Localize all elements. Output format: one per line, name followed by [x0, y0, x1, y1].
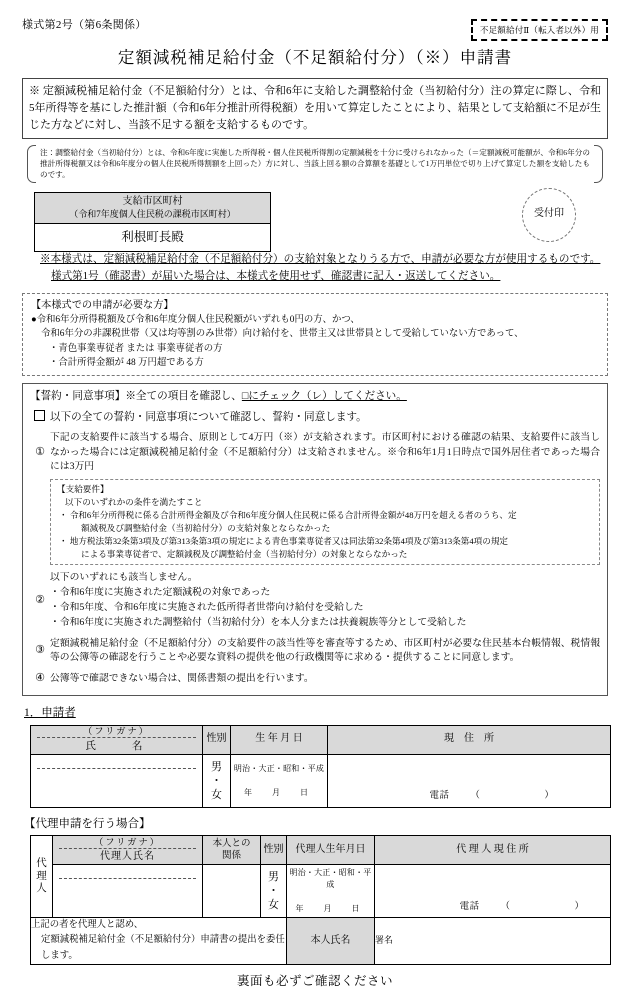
pledge-item-2-number: ② — [35, 594, 45, 607]
agent-table-input-row — [31, 865, 611, 918]
eligibility-heading: 【本様式での申請が必要な方】 — [31, 299, 174, 311]
pledge-item-4-text: 公簿等で確認できない場合は、関係書類の提出を行います。 — [50, 672, 314, 684]
applicant-telephone-parens: （ ） — [470, 790, 563, 801]
lead-instructions — [22, 252, 608, 286]
applicant-section-label: 1．申請者 — [24, 707, 76, 720]
applicant-address-header: 現 住 所 — [328, 725, 611, 754]
applicant-address-input[interactable] — [328, 754, 611, 807]
pledge-agree-row[interactable] — [30, 410, 600, 425]
requirements-heading: 【支給要件】 — [57, 484, 109, 495]
usage-type-tag: 不足額給付Ⅱ（転入者以外）用 — [471, 19, 608, 41]
agent-ymd-label: 年 月 日 — [295, 904, 366, 914]
agent-relation-line-1: 本人との — [212, 839, 251, 850]
requirements-bullet-2-line-1: ・ 地方税法第32条第3項及び第313条第3項の規定による青色事業専従者又は同法第32条第4項及び第313条第4項の規定 — [59, 535, 509, 546]
applicant-sex-female[interactable]: 女 — [211, 788, 222, 801]
applicant-name-input[interactable] — [31, 754, 203, 807]
pledge-item-2-body — [50, 571, 600, 630]
municipality-row — [22, 192, 608, 244]
eligibility-line-4: ・合計所得金額が 48 万円超である方 — [49, 357, 204, 368]
agent-consign-row — [31, 918, 611, 964]
signature-label: 署名 — [375, 935, 394, 946]
applicant-table-input-row — [31, 754, 611, 807]
applicant-telephone-row[interactable] — [430, 790, 563, 804]
agent-sex-female[interactable]: 女 — [268, 899, 279, 912]
agent-telephone-parens: （ ） — [500, 901, 593, 912]
consign-line-2: 定額減税補足給付金（不足額給付分）申請書の提出を委任します。 — [41, 935, 285, 961]
supply-municipality-box — [34, 192, 271, 253]
agent-sex-header: 性別 — [261, 836, 287, 865]
agent-sex-male[interactable]: 男 — [268, 871, 279, 884]
agent-table — [30, 835, 611, 964]
eligibility-line-3: ・青色事業専従者 または 事業専従者の方 — [49, 343, 223, 354]
pledge-item-4-number: ④ — [35, 672, 45, 685]
asterisk-note-box: ※ 定額減税補足給付金（不足額給付分）とは、令和6年に支給した調整給付金（当初給付分）注の算定に際し、令和5年所得等を基にした推計額（令和6年分推計所得税額）を用いて算定したことにより、結果として支給額に不足が生じた方などに対し、当該不足する額を支給するものです。 — [22, 78, 608, 139]
pledge-item-2-text: 以下のいずれにも該当しません。 — [50, 572, 198, 584]
agent-name-input[interactable] — [53, 865, 203, 918]
agent-address-input[interactable] — [375, 865, 611, 918]
consign-statement — [31, 918, 287, 964]
lead-line-1: ※本様式は、定額減税補足給付金（不足額給付分）の支給対象となりうる方で、申請が必要な方が使用するものです。 — [40, 253, 601, 265]
requirements-bullet-2-line-2: による事業専従者で、定額減税及び調整給付金（当初給付分）の対象とならなかった — [81, 548, 408, 559]
applicant-sex-input[interactable] — [203, 754, 231, 807]
applicant-name-label: 氏 名 — [85, 741, 148, 753]
applicant-dob-input[interactable] — [231, 754, 328, 807]
receipt-stamp-area — [522, 188, 576, 242]
pledge-item-1-number: ① — [35, 446, 45, 459]
agent-vertical-char-3: 人 — [36, 883, 47, 895]
applicant-dob-header: 生 年 月 日 — [231, 725, 328, 754]
pledge-item-2-bullet-1: ・令和6年度に実施された定額減税の対象であった — [50, 587, 271, 599]
agent-sex-input[interactable] — [261, 865, 287, 918]
pledge-consent-box — [22, 383, 608, 696]
principal-name-header: 本人氏名 — [287, 918, 375, 964]
agent-telephone-label: 電話 — [459, 901, 480, 912]
pledge-agree-label: 以下の全ての誓約・同意事項について確認し、誓約・同意します。 — [50, 411, 367, 423]
consign-line-1: 上記の者を代理人と認め、 — [31, 920, 144, 931]
checkbox-agree-all[interactable] — [34, 410, 45, 421]
receipt-stamp-label: 受付印 — [534, 208, 564, 220]
agent-table-header-row — [31, 836, 611, 865]
agent-dob-header: 代理人生年月日 — [287, 836, 375, 865]
pledge-item-1 — [30, 431, 600, 475]
agent-address-header: 代 理 人 現 住 所 — [375, 836, 611, 865]
pledge-item-3 — [30, 637, 600, 666]
applicant-furigana-label: （フリガナ） — [37, 726, 196, 739]
chu-footnote: 注：調整給付金（当初給付分）とは、令和6年度に実施した所得税・個人住民税所得割の定額減税を十分に受けられなかった（＝定額減税可能額が、令和6年分の推計所得税額又は令和6年度分の個人住民税所得割額を上回った）方に対し、当該上回る額の合算額を基礎として1万円単位で切り上げて算定した額を支給したものです。 — [26, 144, 604, 184]
applicant-era-options[interactable]: 明治・大正・昭和・平成 — [233, 763, 325, 773]
pledge-title-underlined: □にチェック（レ）してください。 — [241, 391, 407, 403]
applicant-name-header — [31, 725, 203, 754]
footer-note: 裏面も必ずご確認ください — [236, 973, 393, 988]
agent-furigana-rule — [59, 878, 196, 879]
eligibility-line-1: ●令和6年分所得税額及び令和6年度分個人住民税額がいずれも0円の方、かつ、 — [31, 315, 360, 326]
requirements-intro: 以下のいずれかの条件を満たすこと — [65, 496, 203, 507]
pledge-item-3-text: 定額減税補足給付金（不足額給付分）の支給要件の該当性等を審査等するため、市区町村が必要な住民基本台帳情報、税情報等の公簿等の確認を行うことや必要な資料の提供を他の行政機関等に求める・提供することに同意します。 — [50, 637, 600, 664]
agent-furigana-label: （フリガナ） — [59, 837, 196, 850]
applicant-ymd-label: 年 月 日 — [244, 787, 314, 797]
lead-line-2: 様式第1号（確認書）が届いた場合は、本様式を使用せず、確認書に記入・返送してください。 — [51, 270, 501, 282]
agent-vertical-char-2: 理 — [36, 870, 47, 882]
eligibility-box — [22, 293, 608, 377]
pledge-item-2 — [30, 571, 600, 630]
pledge-item-2-bullet-2: ・令和5年度、令和6年度に実施された低所得者世帯向け給付を受給した — [50, 601, 364, 613]
agent-name-header — [53, 836, 203, 865]
agent-name-label: 代理人氏名 — [100, 851, 155, 863]
agent-era-options[interactable]: 明治・大正・昭和・平成 — [289, 868, 372, 890]
pledge-title — [30, 389, 600, 404]
form-number: 様式第2号（第6条関係） — [22, 19, 147, 31]
pledge-item-4 — [30, 671, 600, 687]
applicant-furigana-rule — [37, 768, 196, 769]
page-title: 定額減税補足給付金（不足額給付分）（※）申請書 — [117, 47, 513, 67]
municipality-name: 利根町長殿 — [121, 230, 184, 245]
pledge-item-2-bullet-3: ・令和6年度に実施された調整給付（当初給付分）を本人分または扶養親族等分として受給した — [50, 616, 467, 628]
applicant-sex-male[interactable]: 男 — [211, 760, 222, 773]
signature-input[interactable] — [375, 918, 611, 964]
agent-vertical-char-1: 代 — [36, 858, 47, 870]
agent-relation-line-2: 関係 — [221, 851, 241, 862]
supply-municipality-header — [35, 193, 270, 225]
agent-section-label: 【代理申請を行う場合】 — [24, 817, 151, 830]
supply-municipality-title: 支給市区町村 — [122, 195, 183, 207]
agent-relation-input[interactable] — [203, 865, 261, 918]
pledge-title-prefix: 【誓約・同意事項】※全ての項目を確認し、 — [30, 391, 242, 403]
supply-requirements-box — [50, 479, 600, 565]
pledge-item-3-number: ③ — [35, 644, 45, 657]
agent-dob-input[interactable] — [287, 865, 375, 918]
eligibility-line-2: 令和6年分の非課税世帯（又は均等割のみ世帯）向け給付を、世帯主又は世帯員として受給していない方であって、 — [41, 329, 524, 340]
applicant-table — [30, 725, 611, 808]
supply-municipality-subtitle: （令和7年度個人住民税の課税市区町村） — [69, 209, 236, 220]
agent-sex-separator: ・ — [268, 885, 279, 898]
pledge-item-1-text: 下記の支給要件に該当する場合、原則として4万円（※）が支給されます。市区町村における確認の結果、支給要件に該当しなかった場合には定額減税補足給付金（不足額給付分）は支給されません。※令和6年1月1日時点で国外居住者であった場合には3万円 — [50, 431, 600, 473]
agent-vertical-label — [31, 836, 53, 918]
requirements-bullet-1-line-1: ・ 令和6年分所得税に係る合計所得金額及び令和6年度分個人住民税に係る合計所得金額が48万円を超える者のうち、定 — [59, 509, 517, 520]
applicant-sex-separator: ・ — [211, 774, 222, 787]
requirements-bullet-1-line-2: 額減税及び調整給付金（当初給付分）の支給対象とならなかった — [81, 522, 331, 533]
applicant-telephone-label: 電話 — [429, 790, 450, 801]
applicant-sex-header: 性別 — [203, 725, 231, 754]
applicant-table-header-row — [31, 725, 611, 754]
agent-relation-header — [203, 836, 261, 865]
